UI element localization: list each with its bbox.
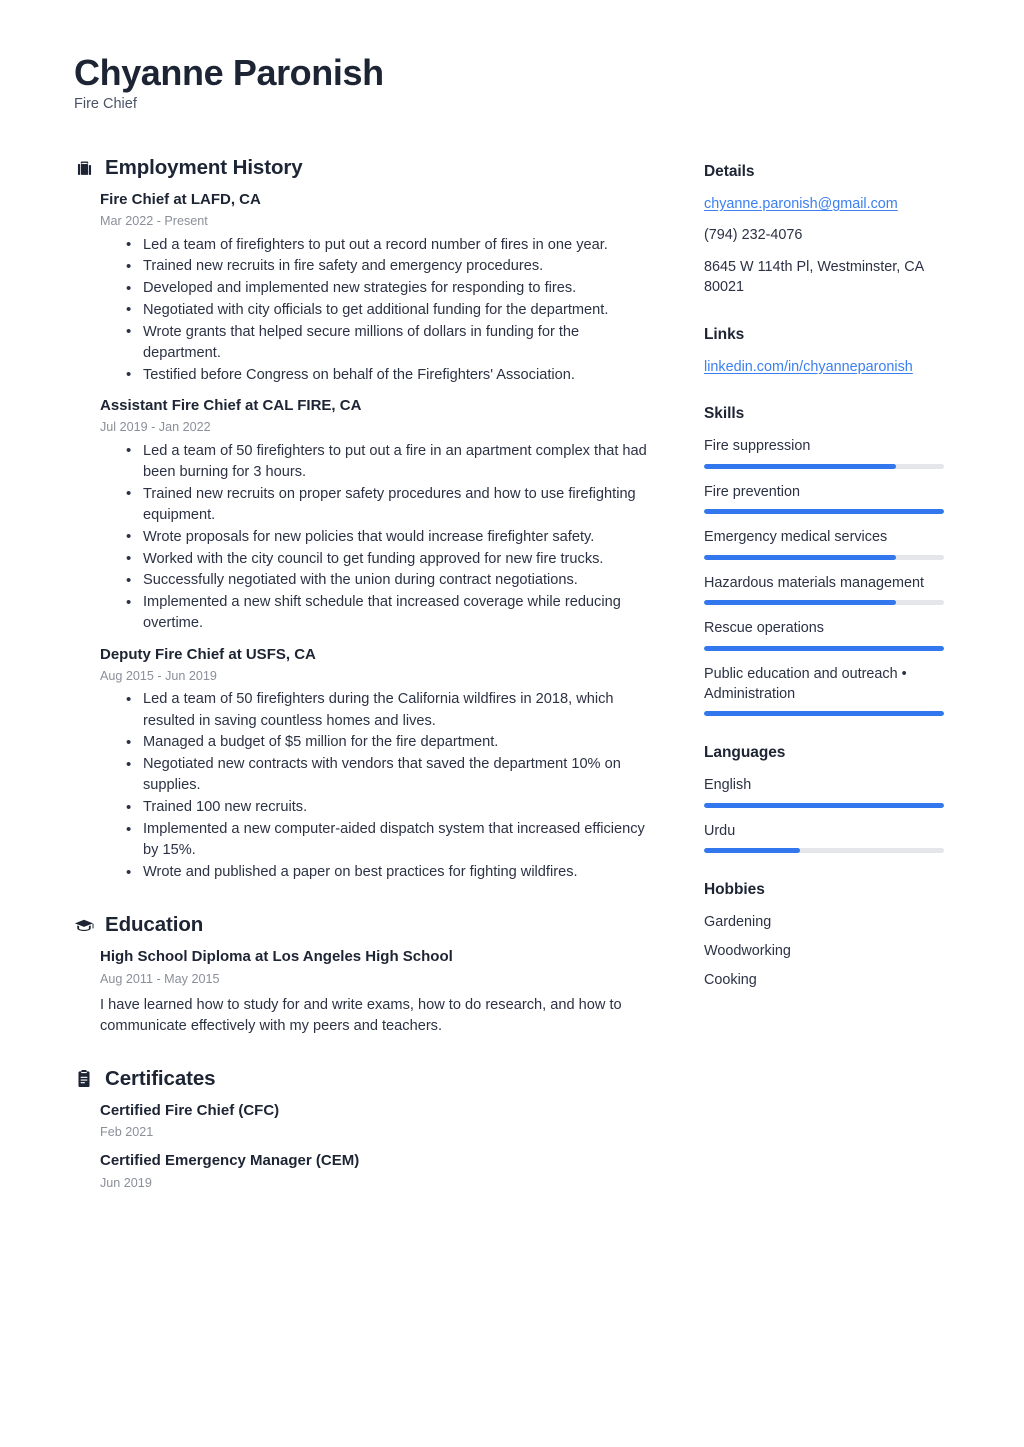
language-row <box>704 821 962 853</box>
entry-bullet-list <box>126 689 652 883</box>
sidebar-section-title: Links <box>704 325 745 343</box>
employment-entry <box>74 645 652 884</box>
skill-row <box>704 482 962 514</box>
skill-row <box>704 573 962 605</box>
sidebar-details <box>704 163 962 298</box>
entry-description: I have learned how to study for and write exams, how to do research, and how to communicate effectively with my peers and teachers. <box>100 996 622 1034</box>
language-meter-track <box>704 848 944 853</box>
skill-label: Rescue operations <box>704 620 824 637</box>
sidebar-hobbies <box>704 881 962 991</box>
sidebar-section-title: Hobbies <box>704 881 765 899</box>
section-header <box>74 1067 652 1091</box>
entry-date: Aug 2011 - May 2015 <box>100 971 220 986</box>
skill-label: Fire suppression <box>704 438 811 455</box>
entry-bullet-list <box>126 441 652 635</box>
entry-date: Mar 2022 - Present <box>100 214 208 229</box>
skill-meter-track <box>704 509 944 514</box>
certificate-entry <box>74 1101 652 1142</box>
skill-meter-track <box>704 711 944 716</box>
bullet-item: • Developed and implemented new strategies for responding to fires. <box>126 278 652 299</box>
bullet-item: • Wrote grants that helped secure millions of dollars in funding for the department. <box>126 322 652 365</box>
section-title: Education <box>105 913 204 937</box>
entry-date: Jul 2019 - Jan 2022 <box>100 420 211 435</box>
section-title: Certificates <box>105 1066 216 1090</box>
certificate-entry <box>74 1151 652 1192</box>
sidebar-column <box>704 156 962 1019</box>
entry-bullet-list <box>126 235 652 387</box>
employment-entry <box>74 396 652 635</box>
employment-entry <box>74 190 652 386</box>
entry-title: High School Diploma at Los Angeles High School <box>100 948 453 966</box>
entry-title: Certified Emergency Manager (CEM) <box>100 1152 360 1170</box>
phone-number: (794) 232-4076 <box>704 227 803 244</box>
graduation-cap-icon <box>74 915 94 935</box>
sidebar-section-title: Languages <box>704 744 786 762</box>
entry-title: Assistant Fire Chief at CAL FIRE, CA <box>100 397 362 415</box>
skill-meter-fill <box>704 509 944 514</box>
sidebar-skills <box>704 405 962 716</box>
candidate-name: Chyanne Paronish <box>74 52 384 93</box>
section-education <box>74 913 652 1037</box>
language-meter-track <box>704 803 944 808</box>
skill-row <box>704 436 962 468</box>
hobby-item: Woodworking <box>704 943 791 960</box>
language-row <box>704 775 962 807</box>
entry-title: Fire Chief at LAFD, CA <box>100 191 261 209</box>
sidebar-section-title: Details <box>704 163 755 181</box>
sidebar-languages <box>704 744 962 853</box>
language-meter-fill <box>704 848 800 853</box>
bullet-item: • Testified before Congress on behalf of the Firefighters' Association. <box>126 365 652 386</box>
skill-meter-fill <box>704 464 896 469</box>
skill-meter-fill <box>704 711 944 716</box>
email-link[interactable]: chyanne.paronish@gmail.com <box>704 196 898 213</box>
clipboard-icon <box>74 1069 94 1089</box>
skill-label: Fire prevention <box>704 483 800 500</box>
entry-title: Deputy Fire Chief at USFS, CA <box>100 645 316 663</box>
sidebar-links <box>704 326 962 377</box>
education-entry <box>74 947 652 1037</box>
skill-meter-track <box>704 646 944 651</box>
bullet-item: • Led a team of 50 firefighters during the California wildfires in 2018, which resulted in saving countless homes and lives. <box>126 689 652 732</box>
language-meter-fill <box>704 803 944 808</box>
bullet-item: • Wrote and published a paper on best practices for fighting wildfires. <box>126 862 652 883</box>
candidate-job-title: Fire Chief <box>74 96 137 113</box>
entry-title: Certified Fire Chief (CFC) <box>100 1101 280 1119</box>
skill-meter-fill <box>704 646 944 651</box>
section-employment-history <box>74 156 652 883</box>
language-label: English <box>704 777 752 794</box>
bullet-item: • Wrote proposals for new policies that would increase firefighter safety. <box>126 527 652 548</box>
bullet-item: • Implemented a new computer-aided dispatch system that increased efficiency by 15%. <box>126 819 652 862</box>
skill-label: Hazardous materials management <box>704 574 924 591</box>
skill-meter-fill <box>704 555 896 560</box>
bullet-item: • Led a team of 50 firefighters to put out a fire in an apartment complex that had been burning for 3 hours. <box>126 441 652 484</box>
hobby-item: Cooking <box>704 972 757 989</box>
skill-meter-track <box>704 600 944 605</box>
section-header <box>74 156 652 180</box>
section-certificates <box>74 1067 652 1192</box>
bullet-item: • Worked with the city council to get funding approved for new fire trucks. <box>126 549 652 570</box>
main-column <box>74 156 652 1222</box>
briefcase-icon <box>74 158 94 178</box>
linkedin-link[interactable]: linkedin.com/in/chyanneparonish <box>704 358 913 375</box>
bullet-item: • Implemented a new shift schedule that increased coverage while reducing overtime. <box>126 592 652 635</box>
skill-row <box>704 664 962 717</box>
resume-header <box>74 52 962 112</box>
sidebar-section-title: Skills <box>704 405 745 423</box>
entry-date: Feb 2021 <box>100 1125 154 1140</box>
section-title: Employment History <box>105 156 303 180</box>
entry-date: Jun 2019 <box>100 1175 152 1190</box>
address: 8645 W 114th Pl, Westminster, CA 80021 <box>704 258 924 296</box>
entry-date: Aug 2015 - Jun 2019 <box>100 669 217 684</box>
resume-columns <box>74 156 962 1222</box>
language-label: Urdu <box>704 822 736 839</box>
bullet-item: • Negotiated with city officials to get additional funding for the department. <box>126 300 652 321</box>
bullet-item: • Trained 100 new recruits. <box>126 797 652 818</box>
bullet-item: • Trained new recruits in fire safety and emergency procedures. <box>126 256 652 277</box>
bullet-item: • Trained new recruits on proper safety procedures and how to use firefighting equipment. <box>126 484 652 527</box>
skill-label: Emergency medical services <box>704 529 888 546</box>
bullet-item: • Managed a budget of $5 million for the fire department. <box>126 732 652 753</box>
skill-meter-track <box>704 555 944 560</box>
skill-meter-track <box>704 464 944 469</box>
skill-label: Public education and outreach • Administration <box>704 665 907 703</box>
skill-meter-fill <box>704 600 896 605</box>
bullet-item: • Led a team of firefighters to put out a record number of fires in one year. <box>126 235 652 256</box>
skill-row <box>704 618 962 650</box>
skill-row <box>704 527 962 559</box>
bullet-item: • Negotiated new contracts with vendors that saved the department 10% on supplies. <box>126 754 652 797</box>
section-header <box>74 913 652 937</box>
bullet-item: • Successfully negotiated with the union during contract negotiations. <box>126 570 652 591</box>
hobby-item: Gardening <box>704 914 772 931</box>
